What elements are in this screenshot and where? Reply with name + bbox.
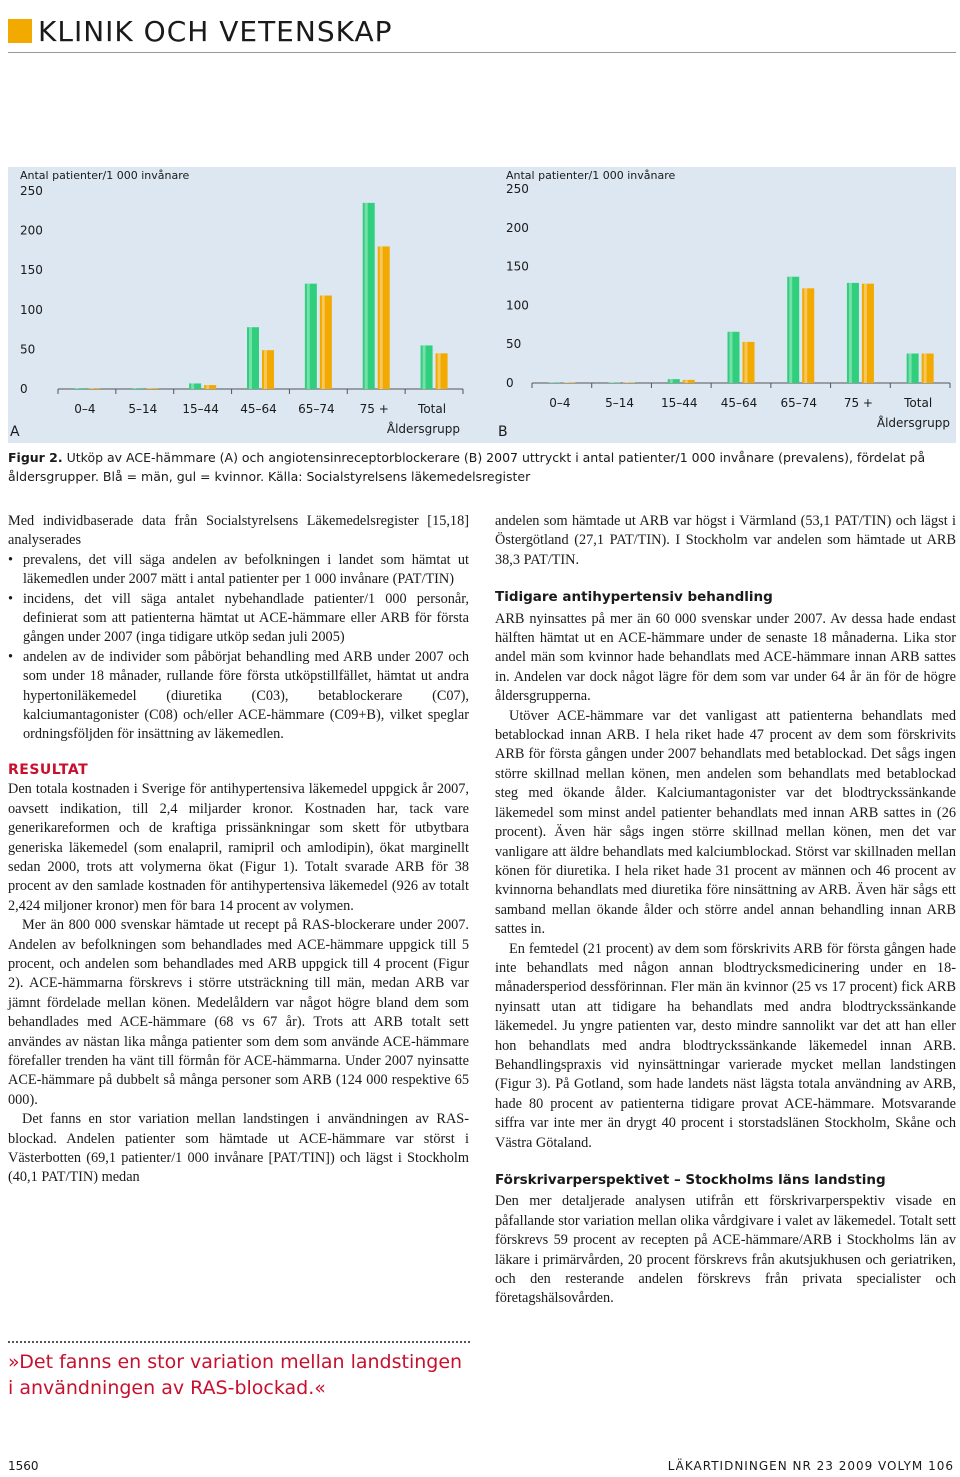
caption-label: Figur 2.	[8, 450, 63, 465]
bar-men	[668, 379, 680, 383]
x-tick-label: 75 +	[843, 396, 873, 410]
x-axis-label: Åldersgrupp	[876, 416, 950, 430]
bar-women	[146, 388, 158, 389]
bar-women	[204, 385, 216, 389]
journal-footer: LÄKARTIDNINGEN NR 23 2009 VOLYM 106	[667, 1459, 954, 1473]
x-tick-label: 15–44	[182, 402, 219, 416]
bar-highlight	[365, 203, 368, 389]
bar-highlight	[249, 327, 252, 389]
bar-highlight	[191, 383, 194, 389]
panel-label-a: A	[10, 424, 20, 440]
bar-highlight	[804, 288, 807, 383]
list-item: • incidens, det vill säga antalet nybehandlade patienter/1 000 personår, definierat som att patienterna hämtat ut ACE-hämmare eller ARB för första gången under 2007 (inga tidigare utköp sedan juli 2005)	[8, 590, 469, 648]
x-tick-label: 5–14	[605, 396, 635, 410]
bar-highlight	[864, 284, 867, 383]
x-tick-label: 15–44	[661, 396, 698, 410]
y-axis-label: Antal patienter/1 000 invånare	[506, 169, 676, 182]
x-tick-label: 0–4	[74, 402, 96, 416]
list-item: • prevalens, det vill säga andelen av befolkningen i landet som hämtat ut läkemedlen under 2007 mätt i antal patienter per 1 000 invånare (PAT/TIN)	[8, 551, 469, 590]
intro-paragraph: Med individbaserade data från Socialstyrelsens Läkemedelsregister [15,18] analyserades	[8, 513, 469, 549]
bar-highlight	[670, 379, 673, 383]
x-tick-label: 45–64	[240, 402, 277, 416]
header-rule	[8, 52, 956, 53]
body-paragraph: andelen som hämtade ut ARB var högst i Värmland (53,1 PAT/TIN) och lägst i Östergötland (27,1 PAT/TIN). I Stockholm var andelen som hämtade ut ARB 38,3 PAT/TIN.	[495, 513, 956, 568]
bar-men	[247, 327, 259, 389]
bar-men	[728, 332, 740, 383]
bar-men	[907, 354, 919, 383]
x-tick-label: 75 +	[359, 402, 389, 416]
list-item: • andelen av de individer som påbörjat behandling med ARB under 2007 och som under 18 månader, rullande före första utköpstillfället, hämtat ut andra hypertoniläkemedel (diuretika (C03), betablockerare (C07), kalciumantagonister (C08) och/eller ACE-hämmare (C09+B), vilket speglar ordningsföljden för insättning av läkemedlen.	[8, 648, 469, 745]
body-paragraph: Den mer detaljerade analysen utifrån ett förskrivarperspektiv visade en påfallande stor variation mellan olika vårdgivare i valet av läkemedel. Totalt sett förskrevs 59 procent av recepten på ACE-hämmare/ARB i Stockholms län av läkare i primärvården, 20 procent förskrevs från akutsjukhusen och geriatriken, och den resterande andelen förskrevs från privata specialister och företagshälsovården.	[495, 1193, 956, 1307]
figure-caption	[8, 448, 956, 486]
bar-highlight	[438, 353, 441, 389]
analysis-list	[8, 551, 469, 745]
panel-label-b: B	[498, 424, 508, 440]
y-tick-label: 250	[506, 182, 529, 196]
bar-women	[320, 296, 332, 389]
bar-highlight	[206, 385, 209, 389]
bar-highlight	[148, 388, 151, 389]
x-tick-label: 5–14	[128, 402, 158, 416]
y-tick-label: 0	[20, 382, 28, 396]
bar-highlight	[730, 332, 733, 383]
bar-highlight	[924, 354, 927, 383]
section-header	[8, 14, 393, 48]
x-tick-label: Total	[904, 396, 933, 410]
y-axis-label: Antal patienter/1 000 invånare	[20, 169, 190, 182]
section-title: KLINIK OCH VETENSKAP	[38, 14, 393, 48]
bar-men	[73, 388, 85, 389]
bar-women	[378, 246, 390, 389]
x-tick-label: 65–74	[298, 402, 335, 416]
subheading-previous-treatment: Tidigare antihypertensiv behandling	[495, 589, 773, 606]
bar-highlight	[849, 283, 852, 383]
bar-men	[305, 284, 317, 389]
y-tick-label: 50	[20, 342, 36, 357]
body-paragraph: Den totala kostnaden i Sverige för antihypertensiva läkemedel uppgick år 2007, oavsett indikation, till 2,4 miljarder kronor. Kostnaden har, tack vare generikareformen och de kraftiga prissänkningar som skett för utbytbara generiska läkemedel (som enalapril, ramipril och amlodipin), ökat marginellt sedan 2000, trots att volymerna ökat (Figur 1). Totalt svarade ARB för 38 procent av den samlade kostnaden för antihypertensiva läkemedel (926 av totalt 2,424 miljoner kronor) men för bara 14 procent av volymen.	[8, 781, 469, 914]
x-tick-label: 0–4	[549, 396, 571, 410]
right-column	[495, 512, 956, 1309]
x-tick-label: Total	[418, 402, 447, 416]
x-axis-label: Åldersgrupp	[386, 422, 460, 436]
bar-highlight	[423, 345, 426, 389]
y-tick-label: 150	[20, 263, 43, 278]
section-heading-result: RESULTAT	[8, 761, 89, 778]
bar-women	[262, 350, 274, 389]
bar-women	[743, 342, 755, 383]
y-tick-label: 0	[506, 376, 514, 390]
y-tick-label: 250	[20, 184, 43, 198]
bar-women	[88, 388, 100, 389]
bar-women	[862, 284, 874, 383]
bar-men	[847, 283, 859, 383]
y-tick-label: 50	[506, 337, 522, 352]
bar-highlight	[789, 277, 792, 383]
bar-highlight	[745, 342, 748, 383]
page-number: 1560	[8, 1459, 39, 1473]
y-tick-label: 150	[506, 259, 529, 274]
bar-highlight	[264, 350, 267, 389]
chart-b	[492, 167, 956, 443]
caption-text: Utköp av ACE-hämmare (A) och angiotensinreceptorblockerare (B) 2007 uttryckt i antal patienter/1 000 invånare (prevalens), fördelat på åldersgrupper. Blå = män, gul = kvinnor. Källa: Socialstyrelsens läkemedelsregister	[8, 450, 926, 484]
y-tick-label: 100	[506, 298, 529, 313]
y-tick-label: 200	[20, 223, 43, 238]
bar-men	[131, 388, 143, 389]
bar-men	[421, 345, 433, 389]
body-paragraph: Det fanns en stor variation mellan landstingen i användningen av RAS-blockad. Andelen patienter som hämtade ut ACE-hämmare var störst i Västerbotten (69,1 patienter/1 000 invånare [PAT/TIN]) och lägst i Stockholm (40,1 PAT/TIN) medan	[8, 1111, 469, 1186]
y-tick-label: 200	[506, 220, 529, 235]
bar-highlight	[685, 380, 688, 383]
left-column	[8, 512, 469, 1188]
bar-highlight	[90, 388, 93, 389]
figure-panel	[8, 167, 956, 443]
subheading-prescriber-perspective: Förskrivarperspektivet – Stockholms läns landsting	[495, 1172, 886, 1188]
bar-men	[189, 383, 201, 389]
chart-svg	[8, 167, 478, 443]
pull-quote: »Det fanns en stor variation mellan landstingen i användningen av RAS-blockad.«	[8, 1341, 470, 1401]
bar-highlight	[75, 388, 78, 389]
y-tick-label: 100	[20, 302, 43, 317]
bar-women	[802, 288, 814, 383]
chart-a	[8, 167, 478, 443]
bar-highlight	[133, 388, 136, 389]
bar-men	[787, 277, 799, 383]
chart-svg	[492, 167, 956, 443]
body-paragraph: Mer än 800 000 svenskar hämtade ut recept på RAS-blockerare under 2007. Andelen av befolkningen som behandlades med ACE-hämmare uppgick till 5 procent, och andelen som behandlades med ARB uppgick till 4 procent (Figur 2). ACE-hämmarna förskrevs i större utsträckning till män, medan ARB var jämnt fördelade mellan könen. Medelåldern var något högre bland dem som behandlades med ACE-hämmare (68 vs 67 år). Trots att ARB totalt sett användes av nästan lika många patienter som dem som använde ACE-hämmare förefaller trenden ha vänt till förmån för ACE-hämmarna. Under 2007 nyinsatte ACE-hämmare på dubbelt så många personer som ARB (124 000 respektive 65 000).	[8, 917, 469, 1108]
bar-highlight	[909, 354, 912, 383]
bar-highlight	[307, 284, 310, 389]
bar-women	[436, 353, 448, 389]
x-tick-label: 45–64	[720, 396, 758, 410]
bar-women	[922, 354, 934, 383]
body-paragraph: ARB nyinsattes på mer än 60 000 svenskar under 2007. Av dessa hade endast hälften hämtat ut en ACE-hämmare under de senaste 18 månaderna. Lika stor andel män som kvinnor hade behandlats med ACE-hämmare innan ARB sattes in. Andelen var dock något lägre för dem som var under 64 år än för de högre åldersgrupperna.	[495, 610, 956, 705]
bar-highlight	[380, 246, 383, 389]
body-paragraph: En femtedel (21 procent) av dem som förskrivits ARB för första gången hade inte behandlats med någon annan blodtrycksmedicinering under en 18-månadersperiod dessförinnan. Fler män än kvinnor (25 vs 17 procent) fick ARB nyinsatt utan att tidigare ha behandlats med andra blodtryckssänkande läkemedel. Ju yngre patienten var, desto mindre sannolikt var det att han eller hon behandlats med andra blodtryckssänkande läkemedel innan ARB. Behandlingspraxis vid nyinsättningar varierade mycket mellan landstingen (Figur 3). På Gotland, som hade landets näst lägsta totala användning av ARB, hade 80 procent av patienterna tidigare provat ACE-hämmare. Motsvarande siffra var inte mer än drygt 40 procent i storstadslänen Stockholm, Skåne och Västra Götaland.	[495, 940, 956, 1151]
bar-men	[363, 203, 375, 389]
bar-women	[683, 380, 695, 383]
x-tick-label: 65–74	[780, 396, 817, 410]
section-marker-square	[8, 19, 32, 43]
bar-highlight	[322, 296, 325, 389]
body-paragraph: Utöver ACE-hämmare var det vanligast att patienterna behandlats med betablockad innan ARB. I hela riket hade 47 procent av dem som förskrivits ARB för första gången under 2007 behandlats med betablockad. Det sågs ingen större skillnad mellan könen, men andelen som behandlats med betablockad steg med ökande ålder. Kalciumantagonister var det blodtryckssänkande läkemedel som minst andel patienter behandlats med innan ARB sattes in (26 procent). Även här sågs ingen större skillnad mellan könen, men det var vanligare att äldre behandlats med kalciumblockad. Störst var skillnaden mellan könen för diuretika. I hela riket hade 31 procent av männen och 46 procent av kvinnorna behandlats med diuretika före ninsättning av ARB. Även här sågs ett samband mellan ökande ålder och större andel annan behandling innan ARB sattes in.	[495, 707, 956, 938]
